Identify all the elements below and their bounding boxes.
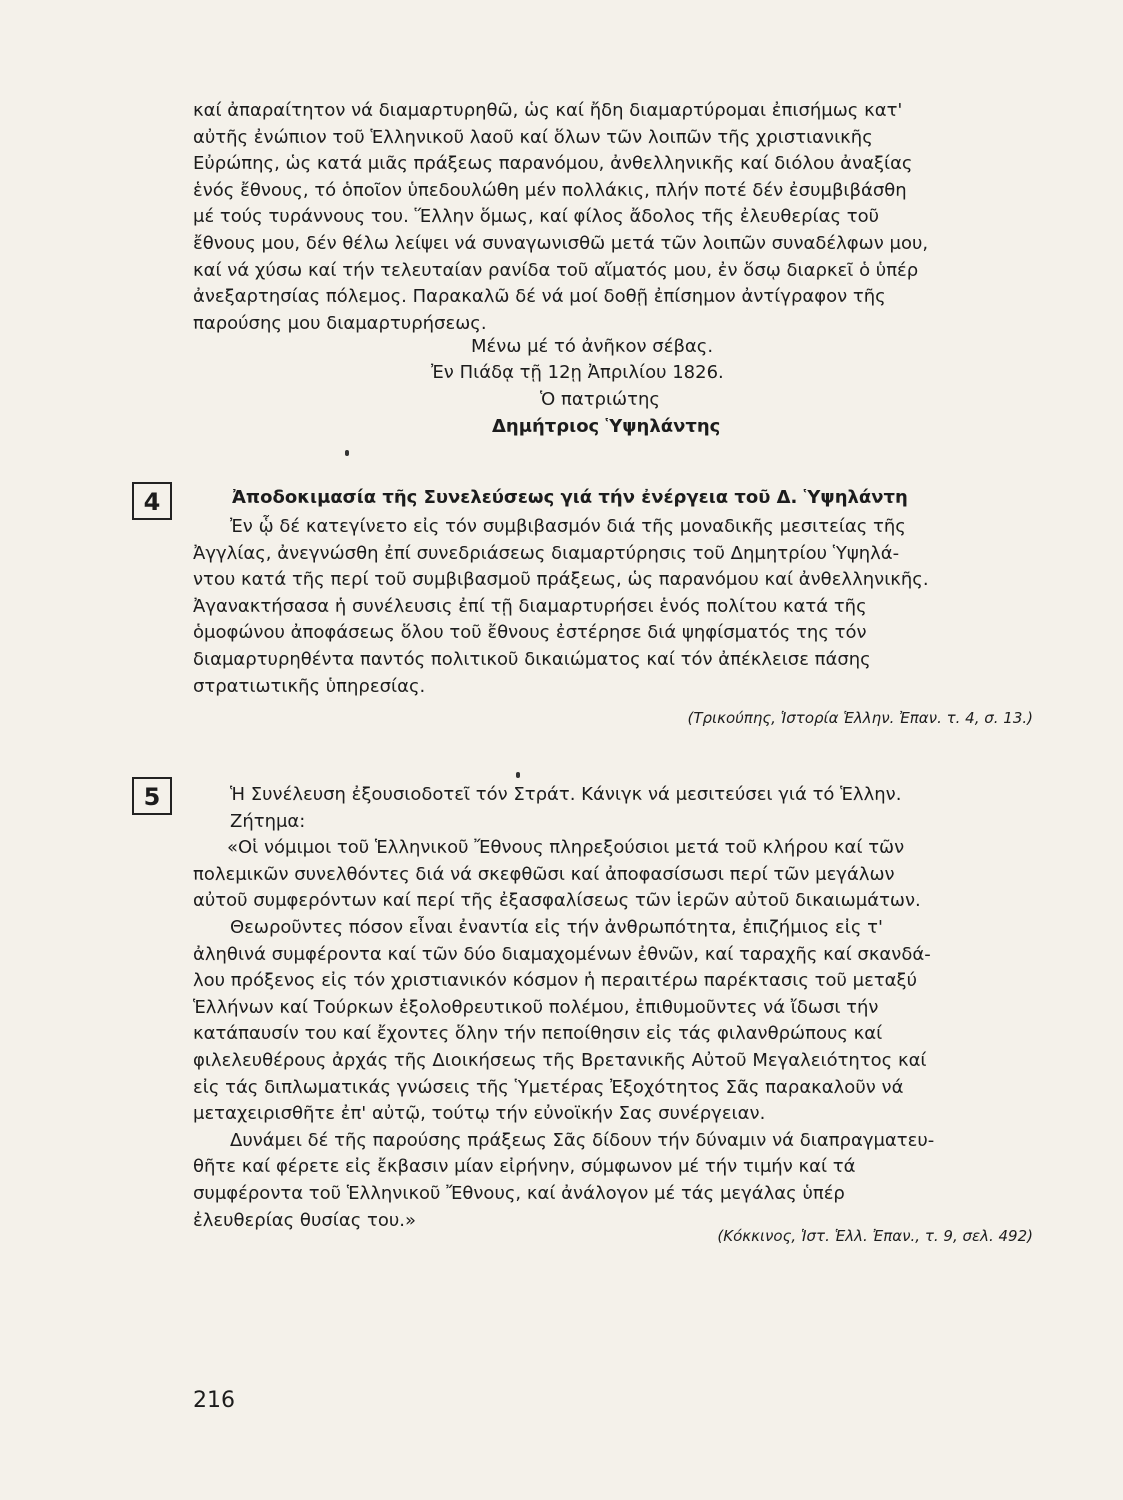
text-line: καί νά χύσω καί τήν τελευταίαν ρανίδα τοῦ αἵματός μου, ἐν ὅσῳ διαρκεῖ ὁ ὑπέρ <box>193 259 919 281</box>
text-line: μεταχειρισθῆτε ἐπ' αὐτῷ, τούτῳ τήν εὐνοϊκήν Σας συνέργειαν. <box>193 1103 766 1125</box>
closing-role: Ὁ πατριώτης <box>540 389 660 410</box>
text-line: θῆτε καί φέρετε εἰς ἔκβασιν μίαν εἰρήνην, σύμφωνον μέ τήν τιμήν καί τά <box>193 1156 856 1178</box>
text-line: ἑνός ἔθνους, τό ὁποῖον ὑπεδουλώθη μέν πολλάκις, πλήν ποτέ δέν ἐσυμβιβάσθη <box>193 179 907 201</box>
text-line: καί ἀπαραίτητον νά διαμαρτυρηθῶ, ὡς καί ἤδη διαμαρτύρομαι ἐπισήμως κατ' <box>193 100 903 121</box>
text-line: Ἀγγλίας, ἀνεγνώσθη ἐπί συνεδριάσεως διαμαρτύρησις τοῦ Δημητρίου Ὑψηλά- <box>193 542 900 564</box>
text-line: κατάπαυσίν του καί ἔχοντες ὅλην τήν πεποίθησιν εἰς τάς φιλανθρώπους καί <box>193 1023 883 1045</box>
text-line: λου πρόξενος εἰς τόν χριστιανικόν κόσμον ἡ περαιτέρω παρέκτασις τοῦ μεταξύ <box>193 970 917 992</box>
closing-respect: Μένω μέ τό ἀνῆκον σέβας. <box>471 336 714 357</box>
text-line: «Οἱ νόμιμοι τοῦ Ἑλληνικοῦ Ἔθνους πληρεξούσιοι μετά τοῦ κλήρου καί τῶν <box>227 837 905 859</box>
text-line: φιλελευθέρους ἀρχάς τῆς Διοικήσεως τῆς Βρετανικῆς Αὐτοῦ Μεγαλειότητος καί <box>193 1049 927 1071</box>
text-line: ντου κατά τῆς περί τοῦ συμβιβασμοῦ πράξεως, ὡς παρανόμου καί ἀνθελληνικῆς. <box>193 569 929 591</box>
ink-mark <box>516 772 520 778</box>
text-line: ἐλευθερίας θυσίας του.» <box>193 1209 417 1231</box>
text-line: εἰς τάς διπλωματικάς γνώσεις τῆς Ὑμετέρας Ἐξοχότητος Σᾶς παρακαλοῦν νά <box>193 1076 904 1098</box>
citation-trikoupis: (Τρικούπης, Ἱστορία Ἑλλην. Ἐπαν. τ. 4, σ. 13.) <box>687 709 1033 727</box>
text-line: ἀληθινά συμφέροντα καί τῶν δύο διαμαχομένων ἐθνῶν, καί ταραχῆς καί σκανδά- <box>193 943 931 965</box>
text-line: ὁμοφώνου ἀποφάσεως ὅλου τοῦ ἔθνους ἐστέρησε διά ψηφίσματός της τόν <box>193 622 867 644</box>
section-number-5: 5 <box>132 777 172 815</box>
opening-paragraph <box>193 98 1035 337</box>
citation-kokkinos: (Κόκκινος, Ἱστ. Ἑλλ. Ἐπαν., τ. 9, σελ. 492) <box>717 1227 1033 1245</box>
text-line: Ἡ Συνέλευση ἐξουσιοδοτεῖ τόν Στράτ. Κάνιγκ νά μεσιτεύσει γιά τό Ἑλλην. <box>230 784 902 805</box>
text-line: διαμαρτυρηθέντα παντός πολιτικοῦ δικαιώματος καί τόν ἀπέκλεισε πάσης <box>193 648 871 670</box>
text-line: Θεωροῦντες πόσον εἶναι ἐναντία εἰς τήν ἀνθρωπότητα, ἐπιζήμιος εἰς τ' <box>230 916 883 938</box>
section4-paragraph <box>193 514 1035 700</box>
text-line: Δυνάμει δέ τῆς παρούσης πράξεως Σᾶς δίδουν τήν δύναμιν νά διαπραγματευ- <box>230 1129 935 1151</box>
text-line: Ζήτημα: <box>230 810 306 832</box>
text-line: Ἑλλήνων καί Τούρκων ἐξολοθρευτικοῦ πολέμου, ἐπιθυμοῦντες νά ἴδωσι τήν <box>193 996 879 1018</box>
text-line: Ἐν ᾧ δέ κατεγίνετο εἰς τόν συμβιβασμόν διά τῆς μοναδικῆς μεσιτείας τῆς <box>230 516 906 537</box>
section-heading: Ἀποδοκιμασία τῆς Συνελεύσεως γιά τήν ἐνέργεια τοῦ Δ. Ὑψηλάντη <box>232 487 908 508</box>
text-line: ἀνεξαρτησίας πόλεμος. Παρακαλῶ δέ νά μοί δοθῇ ἐπίσημον ἀντίγραφον τῆς <box>193 286 886 308</box>
text-line: αὐτοῦ συμφερόντων καί περί τῆς ἐξασφαλίσεως τῶν ἱερῶν αὐτοῦ δικαιωμάτων. <box>193 890 921 912</box>
text-line: παρούσης μου διαμαρτυρήσεως. <box>193 312 487 334</box>
signature: Δημήτριος Ὑψηλάντης <box>492 416 721 437</box>
text-line: ἔθνους μου, δέν θέλω λείψει νά συναγωνισθῶ μετά τῶν λοιπῶν συναδέλφων μου, <box>193 232 929 254</box>
page-number: 216 <box>193 1388 235 1413</box>
closing-place-date: Ἐν Πιάδᾳ τῇ 12ῃ Ἀπριλίου 1826. <box>431 362 724 383</box>
ink-mark <box>345 450 349 456</box>
text-line: αὐτῆς ἐνώπιον τοῦ Ἑλληνικοῦ λαοῦ καί ὅλων τῶν λοιπῶν τῆς χριστιανικῆς <box>193 126 873 148</box>
text-line: Ἀγανακτήσασα ἡ συνέλευσις ἐπί τῇ διαμαρτυρήσει ἑνός πολίτου κατά τῆς <box>193 595 867 617</box>
text-line: Εὐρώπης, ὡς κατά μιᾶς πράξεως παρανόμου, ἀνθελληνικῆς καί διόλου ἀναξίας <box>193 153 913 175</box>
text-line: στρατιωτικῆς ὑπηρεσίας. <box>193 675 426 697</box>
text-line: πολεμικῶν συνελθόντες διά νά σκεφθῶσι καί ἀποφασίσωσι περί τῶν μεγάλων <box>193 863 895 885</box>
text-line: μέ τούς τυράννους του. Ἕλλην ὅμως, καί φίλος ἄδολος τῆς ἐλευθερίας τοῦ <box>193 206 880 228</box>
text-line: συμφέροντα τοῦ Ἑλληνικοῦ Ἔθνους, καί ἀνάλογον μέ τάς μεγάλας ὑπέρ <box>193 1182 845 1204</box>
section5-paragraph <box>193 782 1035 1234</box>
section-number-4: 4 <box>132 482 172 520</box>
